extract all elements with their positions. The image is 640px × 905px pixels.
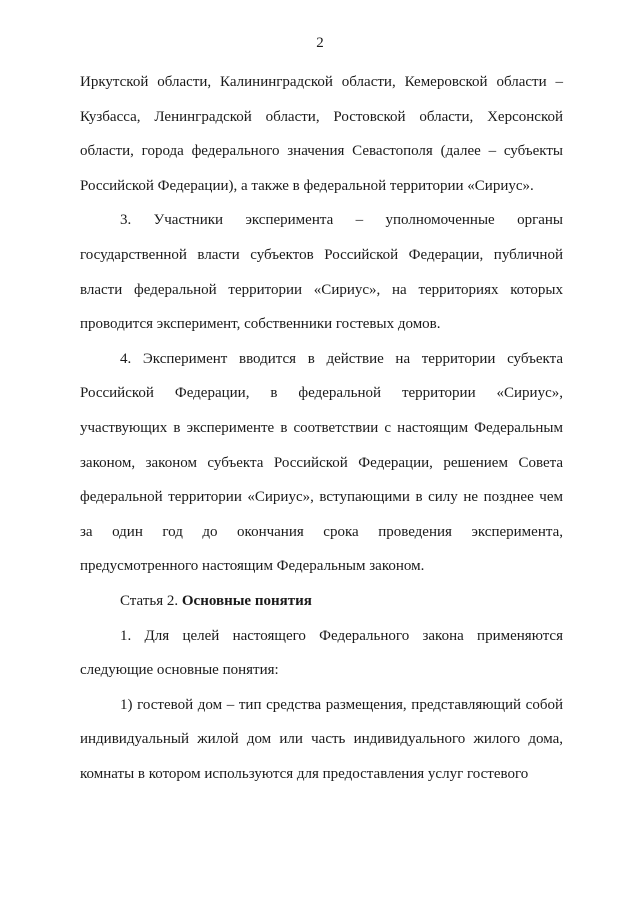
article-title: Основные понятия	[181, 592, 312, 609]
article-heading	[80, 584, 563, 619]
paragraph-definitions-intro: 1. Для целей настоящего Федерального закона применяются следующие основные понятия:	[80, 627, 563, 679]
document-body	[80, 65, 563, 791]
paragraph-item-4: 4. Эксперимент вводится в действие на территории субъекта Российской Федерации, в федеральной территории «Сириус», участвующих в эксперименте в соответствии с настоящим Федеральным законом, законом субъекта Российской Федерации, решением Совета федеральной территории «Сириус», вступающими в силу не позднее чем за один год до окончания срока проведения эксперимента, предусмотренного настоящим Федеральным законом.	[80, 350, 563, 575]
paragraph-item-3: 3. Участники эксперимента – уполномоченные органы государственной власти субъектов Российской Федерации, публичной власти федеральной территории «Сириус», на территориях которых проводится эксперимент, собственники гостевых домов.	[80, 212, 563, 333]
article-number: Статья 2.	[120, 592, 182, 609]
page-number: 2	[316, 35, 324, 51]
paragraph-definition-1: 1) гостевой дом – тип средства размещения, представляющий собой индивидуальный жилой дом или часть индивидуального жилого дома, комнаты в котором используются для предоставления услуг гостевого	[80, 696, 563, 782]
paragraph-continuation: Иркутской области, Калининградской области, Кемеровской области – Кузбасса, Ленинградской области, Ростовской области, Херсонской области, города федерального значения Севастополя (далее – субъекты Российской Федерации), а также в федеральной территории «Сириус».	[80, 74, 563, 194]
